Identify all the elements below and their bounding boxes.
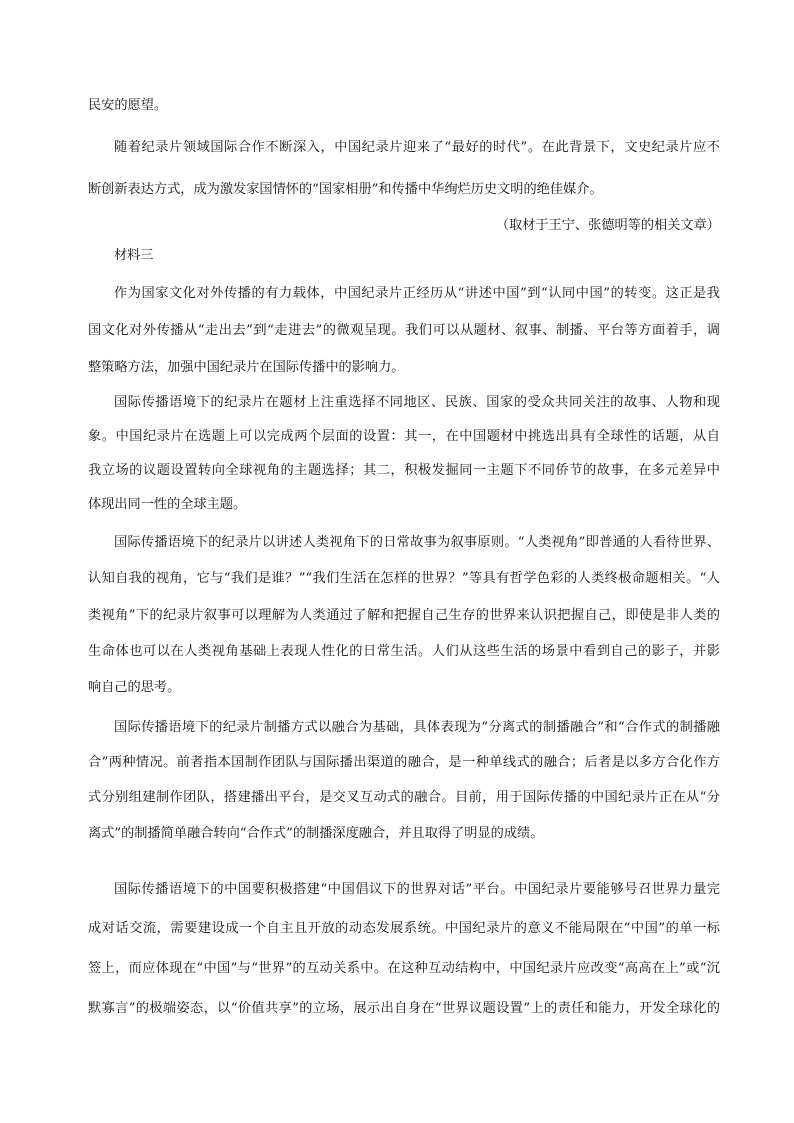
paragraph-line: 我立场的议题设置转向全球视角的主题选择；其二，积极发掘同一主题下不同侨节的故事，在多元差异中 [88, 463, 720, 478]
paragraph-line: 成对话交流，需要建设成一个自主且开放的动态发展系统。中国纪录片的意义不能局限在“中国”的单一标 [88, 921, 720, 936]
paragraph-line: 离式”的制播简单融合转向“合作式”的制播深度融合，并且取得了明显的成绩。 [88, 826, 544, 841]
paragraph-line: 断创新表达方式，成为激发家国情怀的“国家相册”和传播中华绚烂历史文明的绝佳媒介。 [88, 182, 603, 197]
paragraph-line: 式分别组建制作团队，搭建播出平台，是交叉互动式的融合。目前，用于国际传播的中国纪录片正在从“分 [88, 790, 720, 805]
paragraph-line: 作为国家文化对外传播的有力载体，中国纪录片正经历从“讲述中国”到“认同中国”的转变。这正是我 [114, 286, 720, 301]
paragraph-line: 国际传播语境下的中国要积极搭建“中国倡议下的世界对话”平台。中国纪录片要能够号召世界力量完 [114, 882, 720, 897]
section-heading: 材料三 [114, 248, 154, 263]
paragraph-line: 国际传播语境下的纪录片在题材上注重选择不同地区、民族、国家的受众共同关注的故事、人物和现 [114, 395, 720, 410]
paragraph-line: 国文化对外传播从“走出去”到“走进去”的微观呈现。我们可以从题材、叙事、制播、平台等方面着手，调 [88, 323, 720, 338]
paragraph-line: 响自己的思考。 [88, 680, 181, 695]
paragraph-line: 整策略方法，加强中国纪录片在国际传播中的影响力。 [88, 360, 405, 375]
text-line-continuation: 民安的愿望。 [88, 98, 168, 113]
source-citation: （取材于王宁、张德明等的相关文章） [495, 218, 720, 233]
paragraph-line: 类视角”下的纪录片叙事可以理解为人类通过了解和把握自己生存的世界来认识把握自己，即使是非人类的 [88, 608, 720, 623]
paragraph-line: 生命体也可以在人类视角基础上表现人性化的日常生活。人们从这些生活的场景中看到自己的影子，并影 [88, 644, 720, 659]
paragraph-line: 国际传播语境下的纪录片制播方式以融合为基础，具体表现为“分离式的制播融合”和“合作式的制播融 [114, 720, 720, 735]
paragraph-line: 体现出同一性的全球主题。 [88, 497, 247, 512]
paragraph-line: 签上，而应体现在“中国”与“世界”的互动关系中。在这种互动结构中，中国纪录片应改变“高高在上”或“沉 [88, 961, 720, 976]
paragraph-line: 认知自我的视角，它与“我们是谁？”“我们生活在怎样的世界？”等具有哲学色彩的人类终极命题相关。“人 [88, 571, 720, 586]
paragraph-line: 随着纪录片领域国际合作不断深入，中国纪录片迎来了“最好的时代”。在此背景下，文史纪录片应不 [114, 140, 720, 155]
paragraph-line: 默寡言”的极端姿态，以“价值共享”的立场，展示出自身在“世界议题设置”上的责任和能力，开发全球化的 [88, 1001, 720, 1016]
paragraph-line: 合”两种情况。前者指本国制作团队与国际播出渠道的融合，是一种单线式的融合；后者是以多方合化作方 [88, 755, 720, 770]
paragraph-line: 象。中国纪录片在选题上可以完成两个层面的设置：其一，在中国题材中挑选出具有全球性的话题，从自 [88, 429, 720, 444]
paragraph-line: 国际传播语境下的纪录片以讲述人类视角下的日常故事为叙事原则。“人类视角”即普通的人看待世界、 [114, 535, 720, 550]
